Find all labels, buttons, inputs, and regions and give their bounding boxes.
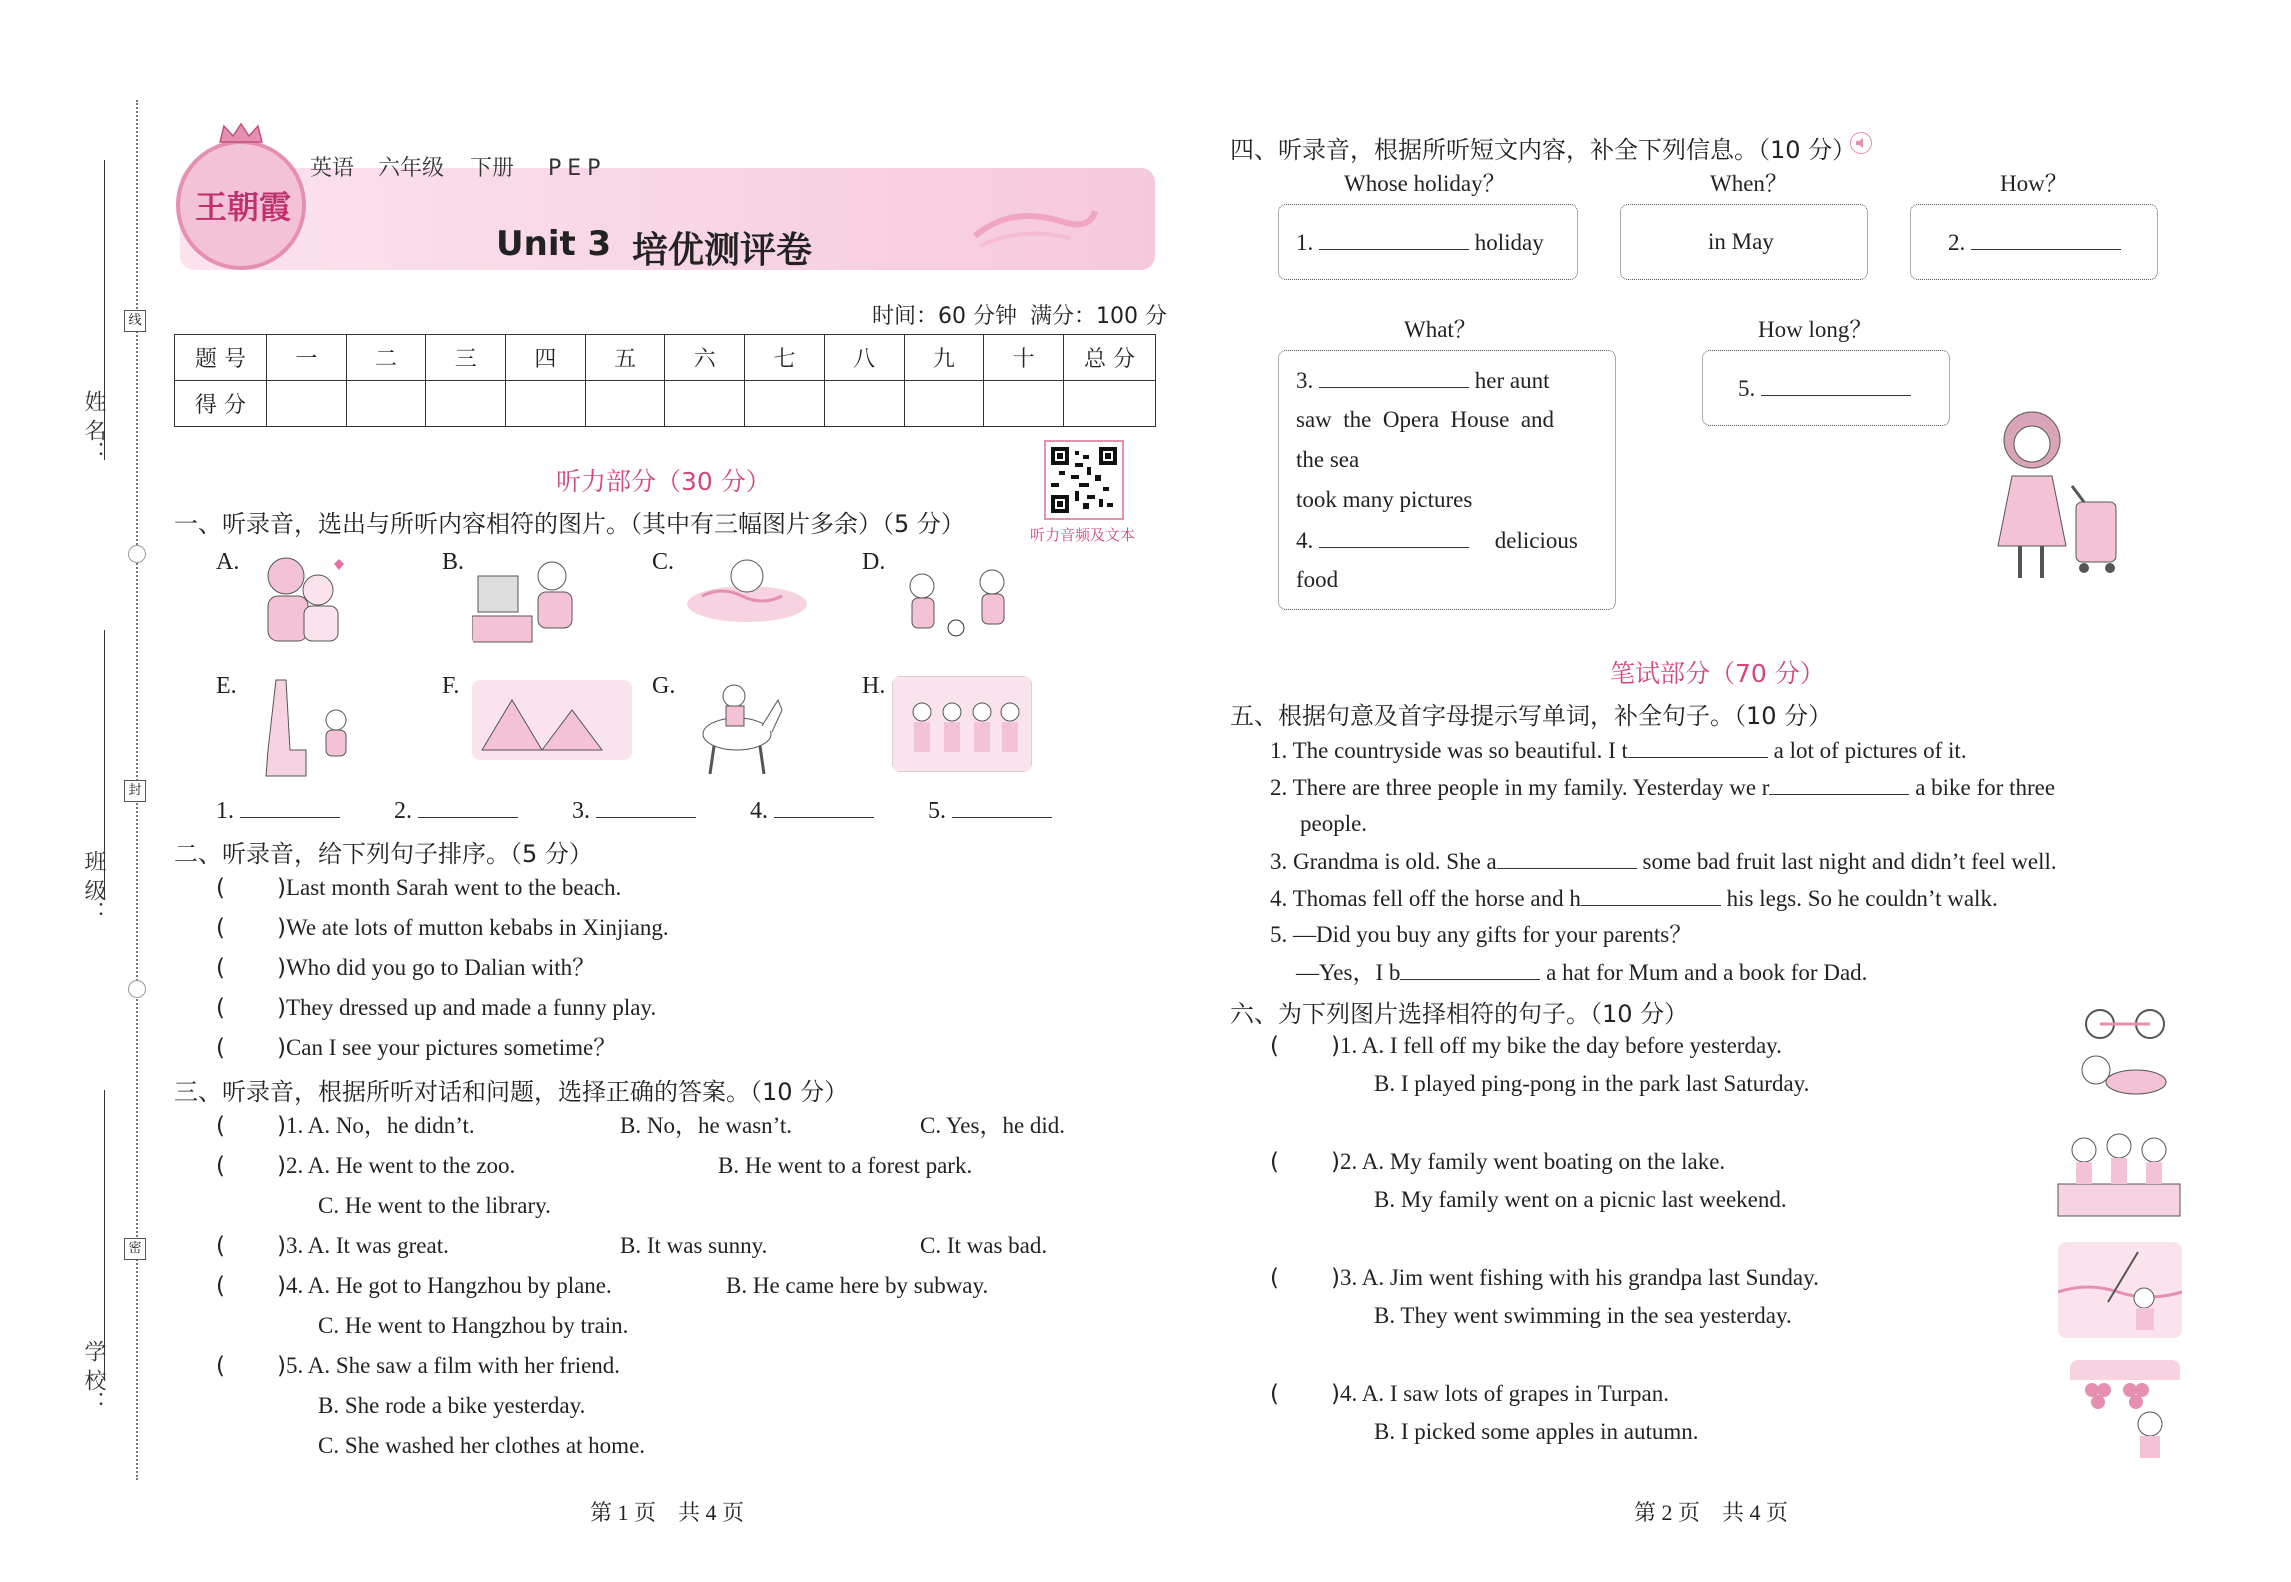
unit-title: Unit 3: [496, 224, 612, 264]
edition-label: PEP: [548, 156, 607, 181]
q3-item-5[interactable]: ( )5. A. She saw a film with her friend.: [216, 1353, 621, 1379]
q2-sentence: Last month Sarah went to the beach.: [285, 875, 622, 900]
q4-what-line4: took many pictures: [1296, 487, 1473, 512]
q5-item-1[interactable]: 1. The countryside was so beautiful. I t a lot of pictures of it.: [1270, 738, 1967, 763]
subject-label: 英语: [310, 156, 355, 181]
q2-item-4[interactable]: ( )They dressed up and made a funny play.: [216, 995, 657, 1021]
score-input-cell[interactable]: [904, 381, 984, 427]
q5-item-2-cont: people.: [1300, 811, 1368, 836]
q3-option-b: B. He came here by subway.: [726, 1273, 989, 1298]
name-label: 姓 名：: [81, 390, 106, 463]
q3-title: 三、听录音，根据所听对话和问题，选择正确的答案。（10 分）: [174, 1078, 849, 1106]
listening-section-title: 听力部分（30 分）: [556, 467, 771, 496]
q3-num: 2.: [285, 1153, 304, 1178]
blank-number: 4.: [750, 798, 768, 824]
answer-blank[interactable]: [1761, 374, 1911, 396]
q3-option-c: C. He went to the library.: [318, 1193, 551, 1218]
q1-answer-2[interactable]: [394, 796, 518, 826]
q3-option-c: C. She washed her clothes at home.: [318, 1433, 646, 1458]
q3-option-a: A. He went to the zoo.: [307, 1153, 516, 1178]
score-cell: 八: [824, 335, 904, 381]
score-cell: 三: [426, 335, 506, 381]
q2-item-5[interactable]: ( )Can I see your pictures sometime？: [216, 1035, 617, 1061]
picture-c-swimming: [682, 546, 812, 626]
score-cell: 九: [904, 335, 984, 381]
answer-blank[interactable]: [1319, 526, 1469, 548]
page-footer-right: 第 2 页 共 4 页: [1634, 1500, 1789, 1525]
q6-option-b: B. They went swimming in the sea yesterday.: [1374, 1303, 1792, 1328]
q3-item-4[interactable]: ( )4. A. He got to Hangzhou by plane.: [216, 1273, 612, 1299]
q5-item-2[interactable]: 2. There are three people in my family. Yesterday we r a bike for three: [1270, 775, 2056, 800]
cut-line-mark: 线: [124, 310, 146, 332]
grade-label: 六年级: [378, 156, 445, 181]
q2-item-2[interactable]: ( )We ate lots of mutton kebabs in Xinjiang.: [216, 915, 669, 941]
q2-title: 二、听录音，给下列句子排序。（5 分）: [174, 840, 593, 868]
q3-option-b: B. She rode a bike yesterday.: [318, 1393, 586, 1418]
pic-label-g: G.: [652, 673, 676, 699]
decoration-swirl-icon: [970, 196, 1100, 256]
blank-number: 5.: [1738, 376, 1756, 401]
q6-item-4[interactable]: ( )4. A. I saw lots of grapes in Turpan.: [1270, 1381, 1669, 1407]
q3-item-1[interactable]: ( )1. A. No，he didn’t.: [216, 1113, 475, 1139]
blank-number: 5.: [928, 798, 946, 824]
writing-section-title: 笔试部分（70 分）: [1610, 659, 1825, 688]
blank-number: 3.: [1296, 368, 1314, 393]
picture-b-boy-tv: [472, 546, 582, 646]
score-table-score-row: [175, 381, 1156, 427]
q2-item-1[interactable]: ( )Last month Sarah went to the beach.: [216, 875, 622, 901]
score-cell: 总 分: [1064, 335, 1156, 381]
picture-girl-with-suitcase: [1976, 406, 2136, 586]
school-write-line: [104, 1090, 105, 1380]
score-cell: 题 号: [175, 335, 267, 381]
score-input-cell[interactable]: [585, 381, 665, 427]
q2-sentence: Can I see your pictures sometime？: [285, 1035, 617, 1060]
q2-sentence: Who did you go to Dalian with？: [285, 955, 596, 980]
q4-title: 四、听录音，根据所听短文内容，补全下列信息。（10 分）: [1230, 136, 1857, 164]
q4-box5-content[interactable]: [1738, 374, 1911, 403]
q4-header-when: When？: [1710, 171, 1788, 196]
q3-option-c: C. Yes，he did.: [920, 1113, 1066, 1138]
score-input-cell[interactable]: [824, 381, 904, 427]
speaker-icon: [1850, 132, 1872, 154]
q3-option-c: C. It was bad.: [920, 1233, 1048, 1258]
q4-box2-content: in May: [1708, 229, 1774, 254]
answer-blank[interactable]: [1581, 884, 1721, 906]
page-title: 培优测评卷: [632, 230, 813, 271]
q4-what-line5[interactable]: [1296, 526, 1578, 555]
qr-code-icon[interactable]: [1044, 440, 1124, 520]
picture-fishing: [2058, 1242, 2182, 1338]
q6-option-a: A. I saw lots of grapes in Turpan.: [1361, 1381, 1669, 1406]
q4-box1-text: holiday: [1474, 230, 1544, 255]
q4-box1-content[interactable]: [1296, 228, 1544, 257]
score-input-cell[interactable]: [745, 381, 825, 427]
q5-item-5-answer[interactable]: —Yes，I b a hat for Mum and a book for Dad.: [1296, 960, 1868, 985]
logo-crown-icon: [218, 122, 264, 144]
answer-blank[interactable]: [1400, 958, 1540, 980]
q3-num: 3.: [285, 1233, 304, 1258]
picture-boy-fell-off-bike: [2060, 1004, 2180, 1104]
q6-option-b: B. My family went on a picnic last weekend.: [1374, 1187, 1787, 1212]
q3-option-a: A. It was great.: [307, 1233, 449, 1258]
score-input-cell[interactable]: [1064, 381, 1156, 427]
blank-number: 3.: [572, 798, 590, 824]
answer-blank[interactable]: [952, 796, 1052, 818]
picture-a-family-hug: [246, 546, 356, 646]
q3-num: 1.: [285, 1113, 304, 1138]
answer-blank[interactable]: [1319, 366, 1469, 388]
score-input-cell[interactable]: [426, 381, 506, 427]
pic-label-h: H.: [862, 673, 886, 699]
q4-header-how-long: How long？: [1758, 317, 1873, 342]
pic-label-f: F.: [442, 673, 460, 699]
q3-num: 5.: [285, 1353, 304, 1378]
q3-item-3[interactable]: ( )3. A. It was great.: [216, 1233, 449, 1259]
exam-full-score: 满分：100 分: [1030, 304, 1167, 329]
pic-label-e: E.: [216, 673, 237, 699]
q6-title: 六、为下列图片选择相符的句子。（10 分）: [1230, 1000, 1689, 1028]
q5-title: 五、根据句意及首字母提示写单词，补全句子。（10 分）: [1230, 702, 1833, 730]
score-cell: 五: [585, 335, 665, 381]
picture-h-group-hiking: [892, 676, 1032, 772]
pic-label-b: B.: [442, 549, 465, 575]
q4-what-text: her aunt: [1474, 368, 1550, 393]
q6-option-b: B. I picked some apples in autumn.: [1374, 1419, 1699, 1444]
q4-what-line1[interactable]: [1296, 366, 1549, 395]
q3-option-b: B. No，he wasn’t.: [620, 1113, 793, 1138]
q6-option-b: B. I played ping-pong in the park last Saturday.: [1374, 1071, 1810, 1096]
q3-num: 4.: [285, 1273, 304, 1298]
q5-item-5: 5. —Did you buy any gifts for your parents？: [1270, 922, 1693, 947]
score-cell: 四: [506, 335, 586, 381]
answer-blank[interactable]: [1497, 847, 1637, 869]
q6-option-a: A. Jim went fishing with his grandpa last Sunday.: [1361, 1265, 1819, 1290]
exam-time: 时间：60 分钟: [872, 304, 1017, 329]
q6-item-3[interactable]: ( )3. A. Jim went fishing with his grandpa last Sunday.: [1270, 1265, 1819, 1291]
answer-blank[interactable]: [1319, 228, 1469, 250]
score-table: [174, 334, 1156, 427]
q6-item-2[interactable]: ( )2. A. My family went boating on the lake.: [1270, 1149, 1726, 1175]
q4-what-line3: the sea: [1296, 447, 1360, 472]
score-label-cell: 得 分: [175, 381, 267, 427]
q5-item-4[interactable]: 4. Thomas fell off the horse and h his legs. So he couldn’t walk.: [1270, 886, 1998, 911]
score-input-cell[interactable]: [984, 381, 1064, 427]
volume-label: 下册: [470, 156, 515, 181]
pic-label-c: C.: [652, 549, 675, 575]
answer-blank[interactable]: [1971, 228, 2121, 250]
blank-number: 2.: [394, 798, 412, 824]
answer-blank[interactable]: [418, 796, 518, 818]
score-cell: 十: [984, 335, 1064, 381]
q1-answer-4[interactable]: [750, 796, 874, 826]
blank-number: 2.: [1948, 230, 1966, 255]
score-input-cell[interactable]: [665, 381, 745, 427]
answer-blank[interactable]: [1769, 773, 1909, 795]
q1-answer-3[interactable]: [572, 796, 696, 826]
page-footer-left: 第 1 页 共 4 页: [590, 1500, 745, 1525]
school-label: 学 校：: [81, 1340, 106, 1413]
q1-answer-5[interactable]: [928, 796, 1052, 826]
score-cell: 二: [346, 335, 426, 381]
q4-header-whose: Whose holiday？: [1344, 171, 1506, 196]
q2-sentence: They dressed up and made a funny play.: [285, 995, 657, 1020]
q4-header-how: How？: [2000, 171, 2068, 196]
score-cell: 一: [267, 335, 347, 381]
answer-blank[interactable]: [596, 796, 696, 818]
class-label: 班 级：: [81, 850, 106, 923]
picture-family-picnic: [2054, 1120, 2184, 1220]
binding-hole-icon: [128, 980, 146, 998]
q2-item-3[interactable]: ( )Who did you go to Dalian with？: [216, 955, 596, 981]
binding-hole-icon: [128, 545, 146, 563]
picture-e-giraffe: [246, 670, 356, 780]
picture-grapes: [2070, 1360, 2180, 1460]
picture-g-horse-riding: [682, 670, 792, 780]
q1-title: 一、听录音，选出与所听内容相符的图片。（其中有三幅图片多余）（5 分）: [174, 510, 965, 538]
seal-mark: 封: [124, 780, 146, 802]
q4-what-line6: food: [1296, 567, 1339, 592]
q4-what-line2: saw the Opera House and: [1296, 407, 1555, 432]
logo-text: 王朝霞: [194, 188, 291, 226]
blank-number: 1.: [1296, 230, 1314, 255]
logo: [176, 140, 306, 270]
picture-f-tents: [472, 680, 632, 760]
q3-option-a: A. She saw a film with her friend.: [307, 1353, 621, 1378]
picture-d-football: [892, 546, 1022, 646]
secret-mark: 密: [124, 1238, 146, 1260]
q3-item-2[interactable]: ( )2. A. He went to the zoo.: [216, 1153, 516, 1179]
score-cell: 六: [665, 335, 745, 381]
score-table-header-row: [175, 335, 1156, 381]
answer-blank[interactable]: [240, 796, 340, 818]
q6-option-a: A. My family went boating on the lake.: [1361, 1149, 1726, 1174]
q3-option-c: C. He went to Hangzhou by train.: [318, 1313, 629, 1338]
score-input-cell[interactable]: [267, 381, 347, 427]
q1-answer-1[interactable]: [216, 796, 340, 826]
q3-option-b: B. He went to a forest park.: [718, 1153, 973, 1178]
score-input-cell[interactable]: [346, 381, 426, 427]
pic-label-d: D.: [862, 549, 886, 575]
q5-item-3[interactable]: 3. Grandma is old. She a some bad fruit last night and didn’t feel well.: [1270, 849, 2057, 874]
q6-option-a: A. I fell off my bike the day before yesterday.: [1361, 1033, 1782, 1058]
score-cell: 七: [745, 335, 825, 381]
qr-caption: 听力音频及文本: [1030, 526, 1136, 544]
q6-item-1[interactable]: ( )1. A. I fell off my bike the day before yesterday.: [1270, 1033, 1782, 1059]
blank-number: 1.: [216, 798, 234, 824]
pic-label-a: A.: [216, 549, 240, 575]
q3-option-a: A. He got to Hangzhou by plane.: [307, 1273, 612, 1298]
q3-option-b: B. It was sunny.: [620, 1233, 768, 1258]
blank-number: 4.: [1296, 528, 1314, 553]
q2-sentence: We ate lots of mutton kebabs in Xinjiang.: [285, 915, 669, 940]
q4-what-text: delicious: [1494, 528, 1578, 553]
q4-header-what: What？: [1404, 317, 1477, 342]
answer-blank[interactable]: [774, 796, 874, 818]
q4-box3-content[interactable]: [1948, 228, 2121, 257]
answer-blank[interactable]: [1628, 736, 1768, 758]
score-input-cell[interactable]: [506, 381, 586, 427]
q3-option-a: A. No，he didn’t.: [307, 1113, 475, 1138]
